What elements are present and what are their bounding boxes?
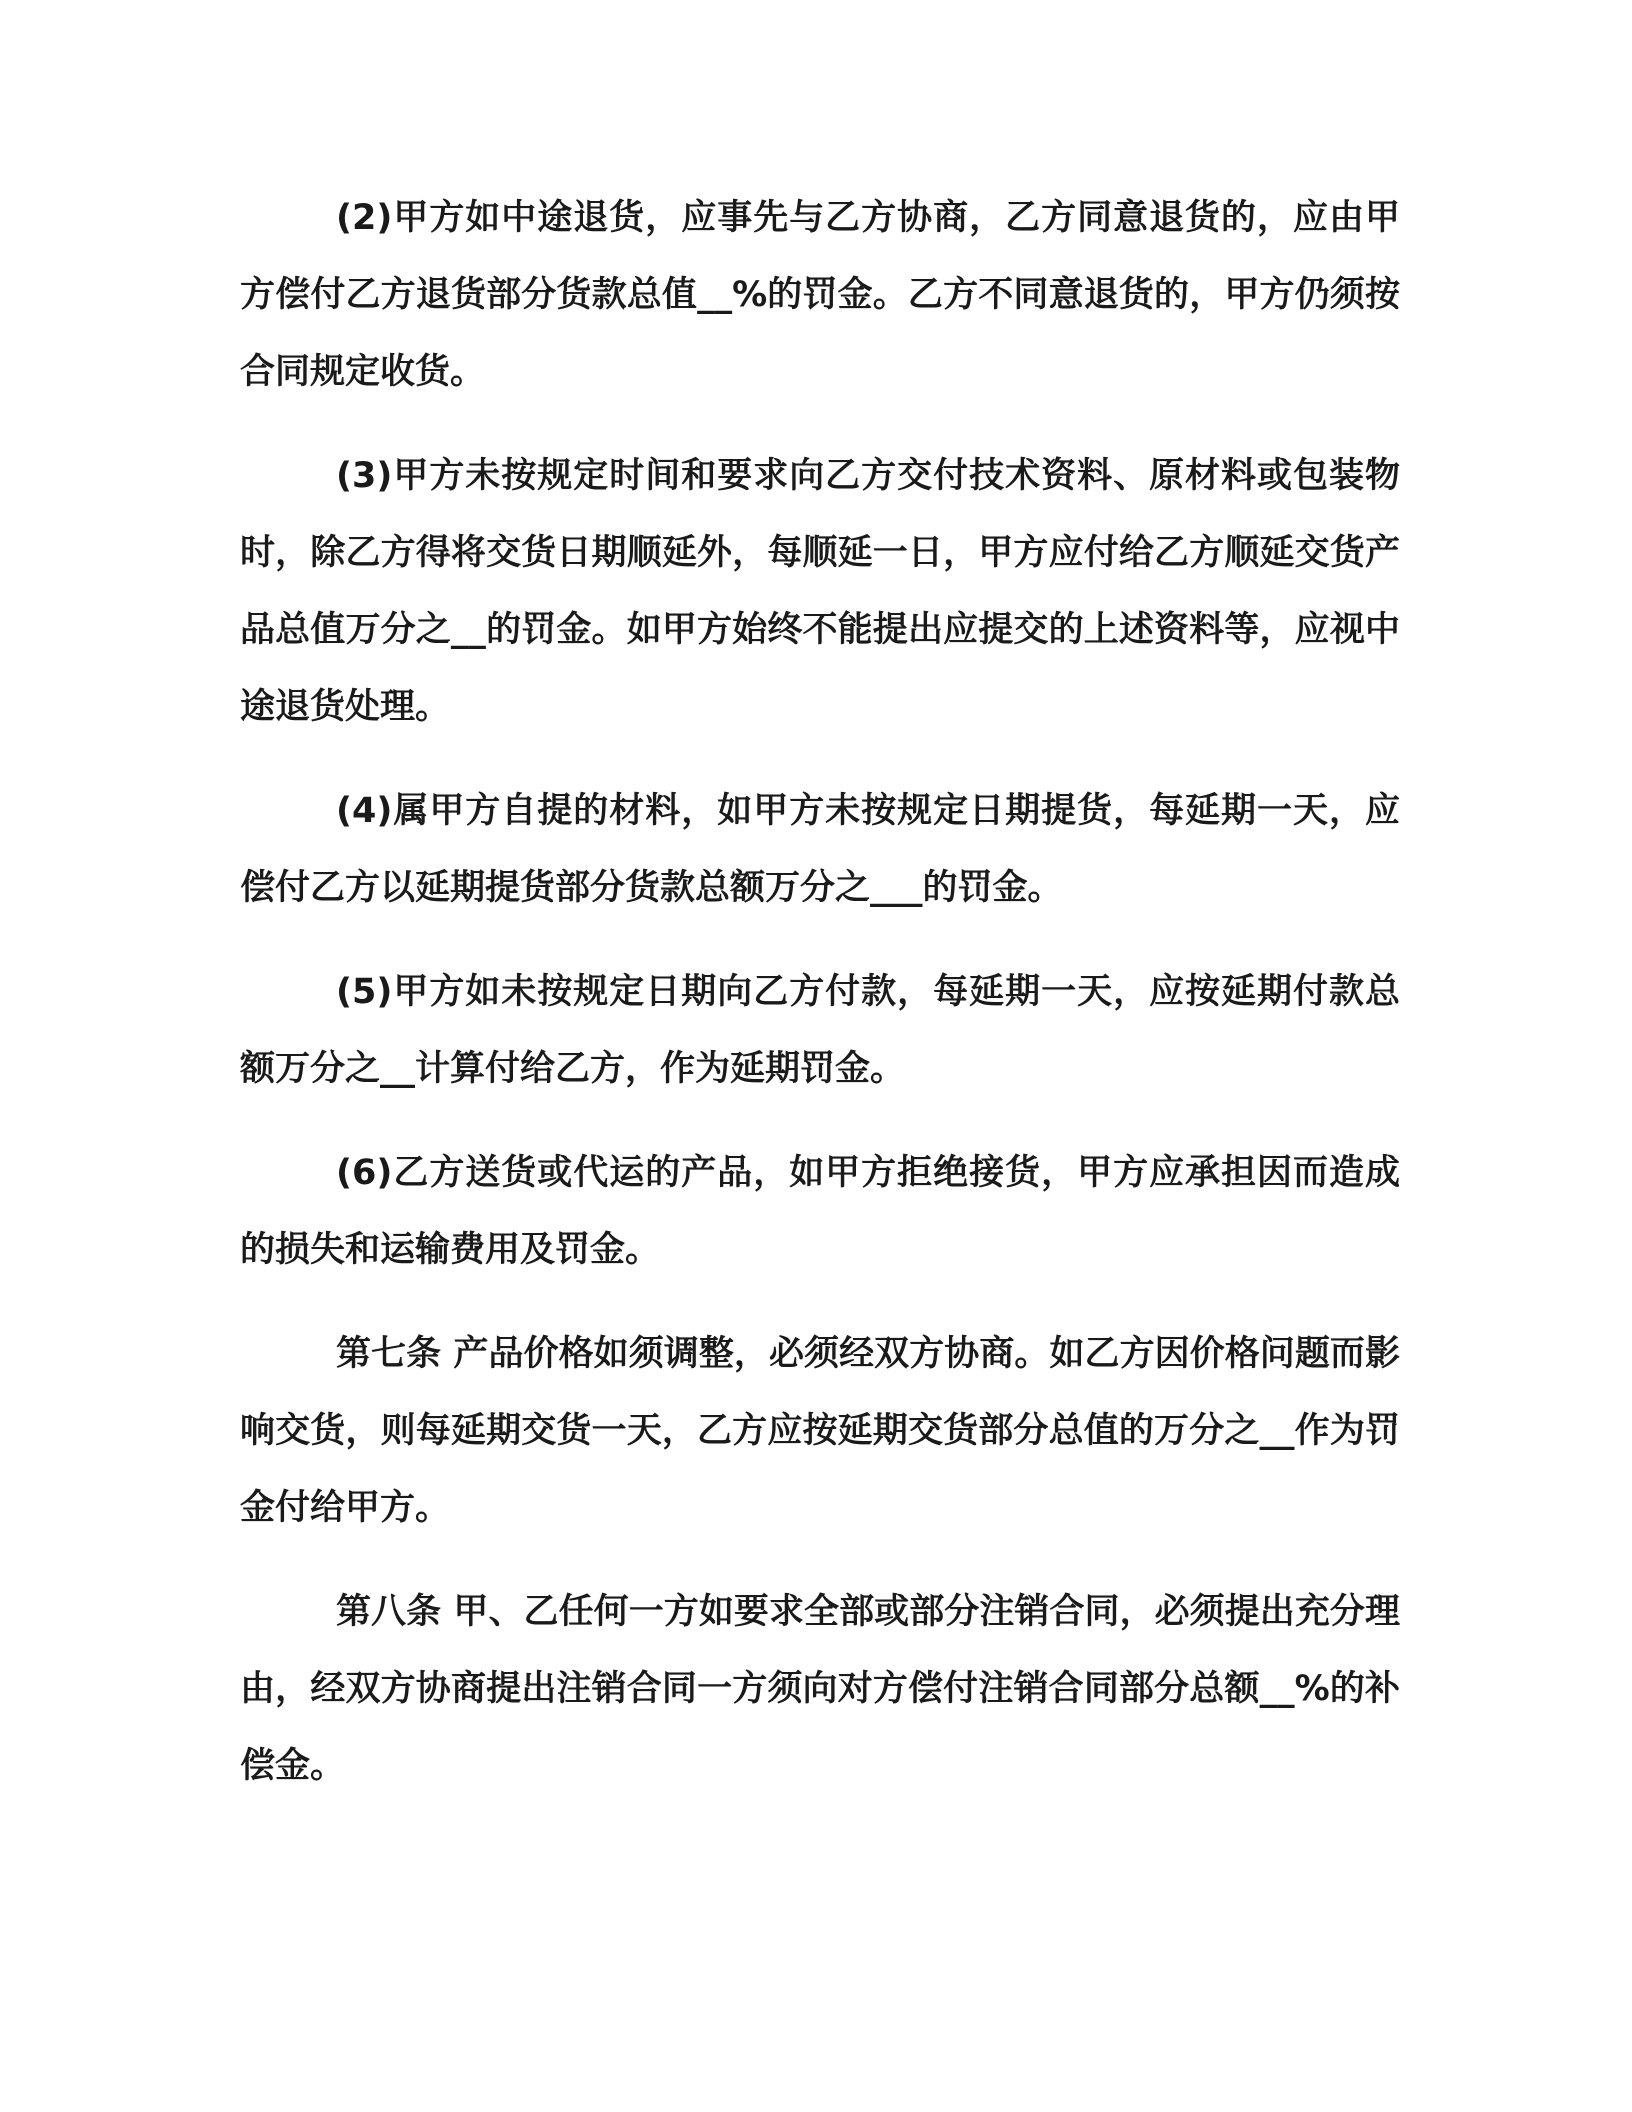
clause-paragraph-6: (6)乙方送货或代运的产品，如甲方拒绝接货，甲方应承担因而造成的损失和运输费用及罚金。	[240, 1153, 1400, 1270]
article-seven-paragraph: 第七条 产品价格如须调整，必须经双方协商。如乙方因价格问题而影响交货，则每延期交货一天，乙方应按延期交货部分总值的万分之__作为罚金付给甲方。	[240, 1334, 1400, 1528]
clause-paragraph-5: (5)甲方如未按规定日期向乙方付款，每延期一天，应按延期付款总额万分之__计算付给乙方，作为延期罚金。	[240, 972, 1400, 1089]
clause-paragraph-2: (2)甲方如中途退货，应事先与乙方协商，乙方同意退货的，应由甲方偿付乙方退货部分货款总值__%的罚金。乙方不同意退货的，甲方仍须按合同规定收货。	[240, 198, 1400, 392]
article-eight-paragraph: 第八条 甲、乙任何一方如要求全部或部分注销合同，必须提出充分理由，经双方协商提出注销合同一方须向对方偿付注销合同部分总额__%的补偿金。	[240, 1592, 1400, 1786]
clause-paragraph-4: (4)属甲方自提的材料，如甲方未按规定日期提货，每延期一天，应偿付乙方以延期提货部分货款总额万分之___的罚金。	[240, 791, 1400, 908]
document-body	[240, 180, 1400, 1832]
clause-paragraph-3: (3)甲方未按规定时间和要求向乙方交付技术资料、原材料或包装物时，除乙方得将交货日期顺延外，每顺延一日，甲方应付给乙方顺延交货产品总值万分之__的罚金。如甲方始终不能提出应提交的上述资料等，应视中途退货处理。	[240, 456, 1400, 727]
